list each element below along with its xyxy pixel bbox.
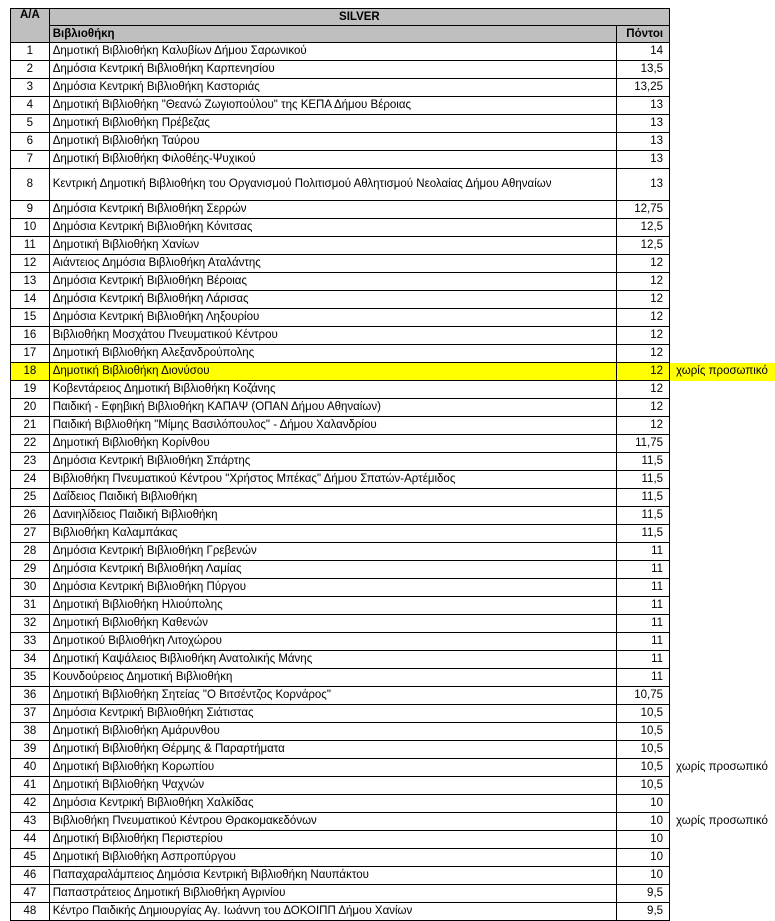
points-value: 12,75 bbox=[617, 201, 670, 219]
library-name: Δημοτική Καψάλειος Βιβλιοθήκη Ανατολικής Μάνης bbox=[49, 651, 616, 669]
library-name: Δημόσια Κεντρική Βιβλιοθήκη Σιάτιστας bbox=[49, 705, 616, 723]
points-value: 11 bbox=[617, 597, 670, 615]
table-row bbox=[11, 795, 775, 813]
points-value: 11 bbox=[617, 543, 670, 561]
table-row bbox=[11, 759, 775, 777]
table-row bbox=[11, 867, 775, 885]
row-note bbox=[670, 471, 775, 489]
row-note bbox=[670, 579, 775, 597]
table-row bbox=[11, 669, 775, 687]
library-name: Δανιηλίδειος Παιδική Βιβλιοθήκη bbox=[49, 507, 616, 525]
group-title: SILVER bbox=[49, 9, 669, 26]
row-note bbox=[670, 507, 775, 525]
points-value: 12 bbox=[617, 327, 670, 345]
library-name: Δημόσια Κεντρική Βιβλιοθήκη Σερρών bbox=[49, 201, 616, 219]
table-row bbox=[11, 453, 775, 471]
points-value: 12 bbox=[617, 363, 670, 381]
table-row bbox=[11, 61, 775, 79]
row-note bbox=[670, 327, 775, 345]
points-value: 11,5 bbox=[617, 453, 670, 471]
table-row bbox=[11, 741, 775, 759]
points-value: 10,5 bbox=[617, 705, 670, 723]
header-row-top bbox=[11, 9, 775, 26]
row-note bbox=[670, 849, 775, 867]
table-row bbox=[11, 363, 775, 381]
points-value: 13 bbox=[617, 169, 670, 201]
library-name: Παιδική Βιβλιοθήκη "Μίμης Βασιλόπουλος" - Δήμου Χαλανδρίου bbox=[49, 417, 616, 435]
row-note bbox=[670, 133, 775, 151]
table-row bbox=[11, 597, 775, 615]
row-number: 15 bbox=[11, 309, 50, 327]
table-row bbox=[11, 381, 775, 399]
points-value: 12 bbox=[617, 345, 670, 363]
points-value: 12 bbox=[617, 399, 670, 417]
row-note bbox=[670, 885, 775, 903]
row-note bbox=[670, 453, 775, 471]
row-note bbox=[670, 97, 775, 115]
row-number: 8 bbox=[11, 169, 50, 201]
points-value: 13,5 bbox=[617, 61, 670, 79]
row-number: 16 bbox=[11, 327, 50, 345]
table-row bbox=[11, 255, 775, 273]
table-row bbox=[11, 417, 775, 435]
library-name: Δημοτική Βιβλιοθήκη Ψαχνών bbox=[49, 777, 616, 795]
table-row bbox=[11, 435, 775, 453]
library-name: Δημόσια Κεντρική Βιβλιοθήκη Ληξουρίου bbox=[49, 309, 616, 327]
table-row bbox=[11, 561, 775, 579]
row-note bbox=[670, 687, 775, 705]
row-number: 11 bbox=[11, 237, 50, 255]
library-name: Δημοτική Βιβλιοθήκη Περιστερίου bbox=[49, 831, 616, 849]
table-row bbox=[11, 219, 775, 237]
table-row bbox=[11, 543, 775, 561]
library-name: Δημοτική Βιβλιοθήκη Κορίνθου bbox=[49, 435, 616, 453]
row-number: 43 bbox=[11, 813, 50, 831]
row-number: 44 bbox=[11, 831, 50, 849]
library-name: Δημόσια Κεντρική Βιβλιοθήκη Λαμίας bbox=[49, 561, 616, 579]
table-row bbox=[11, 291, 775, 309]
library-name: Δημόσια Κεντρική Βιβλιοθήκη Λάρισας bbox=[49, 291, 616, 309]
library-name: Δημοτική Βιβλιοθήκη Διονύσου bbox=[49, 363, 616, 381]
row-number: 5 bbox=[11, 115, 50, 133]
row-number: 31 bbox=[11, 597, 50, 615]
row-note bbox=[670, 417, 775, 435]
points-value: 11,5 bbox=[617, 471, 670, 489]
row-number: 38 bbox=[11, 723, 50, 741]
library-column-header: Βιβλιοθήκη bbox=[49, 26, 616, 43]
row-number: 47 bbox=[11, 885, 50, 903]
table-row bbox=[11, 489, 775, 507]
table-row bbox=[11, 723, 775, 741]
row-number: 4 bbox=[11, 97, 50, 115]
row-note bbox=[670, 651, 775, 669]
row-note bbox=[670, 705, 775, 723]
row-note bbox=[670, 309, 775, 327]
row-note bbox=[670, 795, 775, 813]
row-number: 35 bbox=[11, 669, 50, 687]
library-name: Δημόσια Κεντρική Βιβλιοθήκη Κόνιτσας bbox=[49, 219, 616, 237]
row-note bbox=[670, 723, 775, 741]
table-row bbox=[11, 687, 775, 705]
row-number: 42 bbox=[11, 795, 50, 813]
row-number: 18 bbox=[11, 363, 50, 381]
library-name: Δημόσια Κεντρική Βιβλιοθήκη Βέροιας bbox=[49, 273, 616, 291]
points-value: 10 bbox=[617, 867, 670, 885]
row-number: 17 bbox=[11, 345, 50, 363]
library-name: Δημοτική Βιβλιοθήκη Πρέβεζας bbox=[49, 115, 616, 133]
table-row bbox=[11, 831, 775, 849]
table-row bbox=[11, 507, 775, 525]
row-note bbox=[670, 273, 775, 291]
library-name: Δημοτική Βιβλιοθήκη Κορωπίου bbox=[49, 759, 616, 777]
row-number: 46 bbox=[11, 867, 50, 885]
library-name: Δημόσια Κεντρική Βιβλιοθήκη Πύργου bbox=[49, 579, 616, 597]
points-value: 11 bbox=[617, 615, 670, 633]
points-value: 11,75 bbox=[617, 435, 670, 453]
row-number: 13 bbox=[11, 273, 50, 291]
points-value: 12,5 bbox=[617, 237, 670, 255]
table-row bbox=[11, 237, 775, 255]
row-number: 28 bbox=[11, 543, 50, 561]
table-row bbox=[11, 849, 775, 867]
table-row bbox=[11, 471, 775, 489]
row-number: 1 bbox=[11, 43, 50, 61]
library-name: Δημόσια Κεντρική Βιβλιοθήκη Καστοριάς bbox=[49, 79, 616, 97]
table-row bbox=[11, 615, 775, 633]
row-note bbox=[670, 151, 775, 169]
row-number: 34 bbox=[11, 651, 50, 669]
points-value: 12 bbox=[617, 417, 670, 435]
library-name: Δαΐδειος Παιδική Βιβλιοθήκη bbox=[49, 489, 616, 507]
library-name: Παιδική - Εφηβική Βιβλιοθήκη ΚΑΠΑΨ (ΟΠΑΝ Δήμου Αθηναίων) bbox=[49, 399, 616, 417]
points-value: 14 bbox=[617, 43, 670, 61]
points-value: 11 bbox=[617, 651, 670, 669]
row-number: 48 bbox=[11, 903, 50, 921]
row-note bbox=[670, 831, 775, 849]
points-value: 10,5 bbox=[617, 777, 670, 795]
points-value: 12 bbox=[617, 273, 670, 291]
library-name: Αιάντειος Δημόσια Βιβλιοθήκη Αταλάντης bbox=[49, 255, 616, 273]
table-row bbox=[11, 133, 775, 151]
row-note bbox=[670, 201, 775, 219]
table-row bbox=[11, 151, 775, 169]
points-value: 11 bbox=[617, 579, 670, 597]
library-name: Βιβλιοθήκη Μοσχάτου Πνευματικού Κέντρου bbox=[49, 327, 616, 345]
table-row bbox=[11, 885, 775, 903]
row-note bbox=[670, 777, 775, 795]
row-number: 10 bbox=[11, 219, 50, 237]
table-row bbox=[11, 705, 775, 723]
points-value: 11,5 bbox=[617, 507, 670, 525]
points-value: 11 bbox=[617, 633, 670, 651]
row-note bbox=[670, 291, 775, 309]
library-name: Κεντρική Δημοτική Βιβλιοθήκη του Οργανισμού Πολιτισμού Αθλητισμού Νεολαίας Δήμου Αθηναίων bbox=[49, 169, 616, 201]
library-name: Κέντρο Παιδικής Δημιουργίας Αγ. Ιωάννη του ΔΟΚΟΙΠΠ Δήμου Χανίων bbox=[49, 903, 616, 921]
table-row bbox=[11, 201, 775, 219]
row-note bbox=[670, 345, 775, 363]
points-value: 10 bbox=[617, 831, 670, 849]
row-number: 39 bbox=[11, 741, 50, 759]
row-number: 3 bbox=[11, 79, 50, 97]
library-name: Δημοτική Βιβλιοθήκη Ηλιούπολης bbox=[49, 597, 616, 615]
points-value: 11,5 bbox=[617, 489, 670, 507]
table-row bbox=[11, 327, 775, 345]
table-row bbox=[11, 79, 775, 97]
row-number: 9 bbox=[11, 201, 50, 219]
row-number: 14 bbox=[11, 291, 50, 309]
header-row-columns bbox=[11, 26, 775, 43]
row-note bbox=[670, 115, 775, 133]
row-number: 37 bbox=[11, 705, 50, 723]
row-note bbox=[670, 489, 775, 507]
row-note bbox=[670, 615, 775, 633]
row-number: 33 bbox=[11, 633, 50, 651]
table-row bbox=[11, 777, 775, 795]
library-name: Δημοτική Βιβλιοθήκη Χανίων bbox=[49, 237, 616, 255]
row-note bbox=[670, 237, 775, 255]
library-name: Δημοτική Βιβλιοθήκη Καθενών bbox=[49, 615, 616, 633]
row-number: 2 bbox=[11, 61, 50, 79]
table-row bbox=[11, 309, 775, 327]
points-value: 10,5 bbox=[617, 723, 670, 741]
row-note bbox=[670, 219, 775, 237]
row-number: 12 bbox=[11, 255, 50, 273]
library-name: Δημοτική Βιβλιοθήκη Καλυβίων Δήμου Σαρωνικού bbox=[49, 43, 616, 61]
library-name: Παπαστράτειος Δημοτική Βιβλιοθήκη Αγρινίου bbox=[49, 885, 616, 903]
library-ranking-table bbox=[10, 8, 775, 921]
points-value: 12 bbox=[617, 291, 670, 309]
row-note: χωρίς προσωπικό bbox=[676, 815, 768, 827]
row-note bbox=[670, 597, 775, 615]
points-value: 12,5 bbox=[617, 219, 670, 237]
library-name: Δημοτική Βιβλιοθήκη Θέρμης & Παραρτήματα bbox=[49, 741, 616, 759]
row-number: 25 bbox=[11, 489, 50, 507]
points-value: 10 bbox=[617, 849, 670, 867]
row-number: 45 bbox=[11, 849, 50, 867]
row-number: 41 bbox=[11, 777, 50, 795]
row-note bbox=[670, 399, 775, 417]
points-value: 13 bbox=[617, 97, 670, 115]
row-note bbox=[670, 669, 775, 687]
table-row bbox=[11, 97, 775, 115]
row-note bbox=[670, 525, 775, 543]
library-name: Δημοτική Βιβλιοθήκη Ταύρου bbox=[49, 133, 616, 151]
table-row bbox=[11, 651, 775, 669]
library-name: Δημόσια Κεντρική Βιβλιοθήκη Χαλκίδας bbox=[49, 795, 616, 813]
row-number: 21 bbox=[11, 417, 50, 435]
row-note bbox=[670, 633, 775, 651]
points-value: 13,25 bbox=[617, 79, 670, 97]
library-name: Βιβλιοθήκη Πνευματικού Κέντρου "Χρήστος Μπέκας" Δήμου Σπατών-Αρτέμιδος bbox=[49, 471, 616, 489]
row-note bbox=[670, 79, 775, 97]
points-value: 10 bbox=[617, 813, 670, 831]
points-value: 13 bbox=[617, 151, 670, 169]
row-note bbox=[670, 43, 775, 61]
row-number: 23 bbox=[11, 453, 50, 471]
table-row bbox=[11, 345, 775, 363]
row-note bbox=[670, 381, 775, 399]
row-note bbox=[670, 741, 775, 759]
row-number: 36 bbox=[11, 687, 50, 705]
aa-column-header: Α/Α bbox=[11, 9, 50, 43]
points-column-header: Πόντοι bbox=[617, 26, 670, 43]
library-name: Δημοτικού Βιβλιοθήκη Λιτοχώρου bbox=[49, 633, 616, 651]
points-value: 13 bbox=[617, 115, 670, 133]
points-value: 13 bbox=[617, 133, 670, 151]
points-value: 12 bbox=[617, 255, 670, 273]
points-value: 10,5 bbox=[617, 759, 670, 777]
table-row bbox=[11, 579, 775, 597]
row-number: 19 bbox=[11, 381, 50, 399]
row-note bbox=[670, 867, 775, 885]
row-number: 6 bbox=[11, 133, 50, 151]
table-row bbox=[11, 399, 775, 417]
library-name: Βιβλιοθήκη Πνευματικού Κέντρου Θρακομακεδόνων bbox=[49, 813, 616, 831]
library-name: Δημοτική Βιβλιοθήκη Φιλοθέης-Ψυχικού bbox=[49, 151, 616, 169]
library-name: Δημοτική Βιβλιοθήκη Αμάρυνθου bbox=[49, 723, 616, 741]
library-name: Δημοτική Βιβλιοθήκη Ασπροπύργου bbox=[49, 849, 616, 867]
table-row bbox=[11, 115, 775, 133]
library-name: Δημόσια Κεντρική Βιβλιοθήκη Καρπενησίου bbox=[49, 61, 616, 79]
row-note bbox=[670, 169, 775, 201]
points-value: 11 bbox=[617, 669, 670, 687]
library-name: Δημοτική Βιβλιοθήκη "Θεανώ Ζωγιοπούλου" της ΚΕΠΑ Δήμου Βέροιας bbox=[49, 97, 616, 115]
library-name: Κοβεντάρειος Δημοτική Βιβλιοθήκη Κοζάνης bbox=[49, 381, 616, 399]
points-value: 11,5 bbox=[617, 525, 670, 543]
points-value: 10,5 bbox=[617, 741, 670, 759]
row-number: 20 bbox=[11, 399, 50, 417]
library-name: Δημοτική Βιβλιοθήκη Σητείας "Ο Βιτσέντζος Κορνάρος" bbox=[49, 687, 616, 705]
row-number: 40 bbox=[11, 759, 50, 777]
row-note bbox=[670, 543, 775, 561]
points-value: 12 bbox=[617, 381, 670, 399]
row-number: 7 bbox=[11, 151, 50, 169]
row-note bbox=[670, 61, 775, 79]
points-value: 10,75 bbox=[617, 687, 670, 705]
library-name: Δημόσια Κεντρική Βιβλιοθήκη Γρεβενών bbox=[49, 543, 616, 561]
row-number: 27 bbox=[11, 525, 50, 543]
row-note: χωρίς προσωπικό bbox=[676, 761, 768, 773]
library-name: Δημοτική Βιβλιοθήκη Αλεξανδρούπολης bbox=[49, 345, 616, 363]
library-name: Βιβλιοθήκη Καλαμπάκας bbox=[49, 525, 616, 543]
table-row bbox=[11, 525, 775, 543]
row-number: 30 bbox=[11, 579, 50, 597]
points-value: 10 bbox=[617, 795, 670, 813]
table-row bbox=[11, 169, 775, 201]
row-note bbox=[670, 561, 775, 579]
row-number: 32 bbox=[11, 615, 50, 633]
table-body bbox=[11, 43, 775, 921]
row-number: 29 bbox=[11, 561, 50, 579]
library-name: Παπαχαραλάμπειος Δημόσια Κεντρική Βιβλιοθήκη Ναυπάκτου bbox=[49, 867, 616, 885]
library-name: Κουνδούρειος Δημοτική Βιβλιοθήκη bbox=[49, 669, 616, 687]
row-note: χωρίς προσωπικό bbox=[670, 363, 775, 381]
row-number: 22 bbox=[11, 435, 50, 453]
points-value: 12 bbox=[617, 309, 670, 327]
points-value: 9,5 bbox=[617, 903, 670, 921]
points-value: 11 bbox=[617, 561, 670, 579]
points-value: 9,5 bbox=[617, 885, 670, 903]
table-row bbox=[11, 43, 775, 61]
row-number: 24 bbox=[11, 471, 50, 489]
row-note bbox=[670, 255, 775, 273]
library-name: Δημόσια Κεντρική Βιβλιοθήκη Σπάρτης bbox=[49, 453, 616, 471]
table-row bbox=[11, 273, 775, 291]
row-number: 26 bbox=[11, 507, 50, 525]
table-row bbox=[11, 813, 775, 831]
table-row bbox=[11, 633, 775, 651]
row-note bbox=[670, 435, 775, 453]
